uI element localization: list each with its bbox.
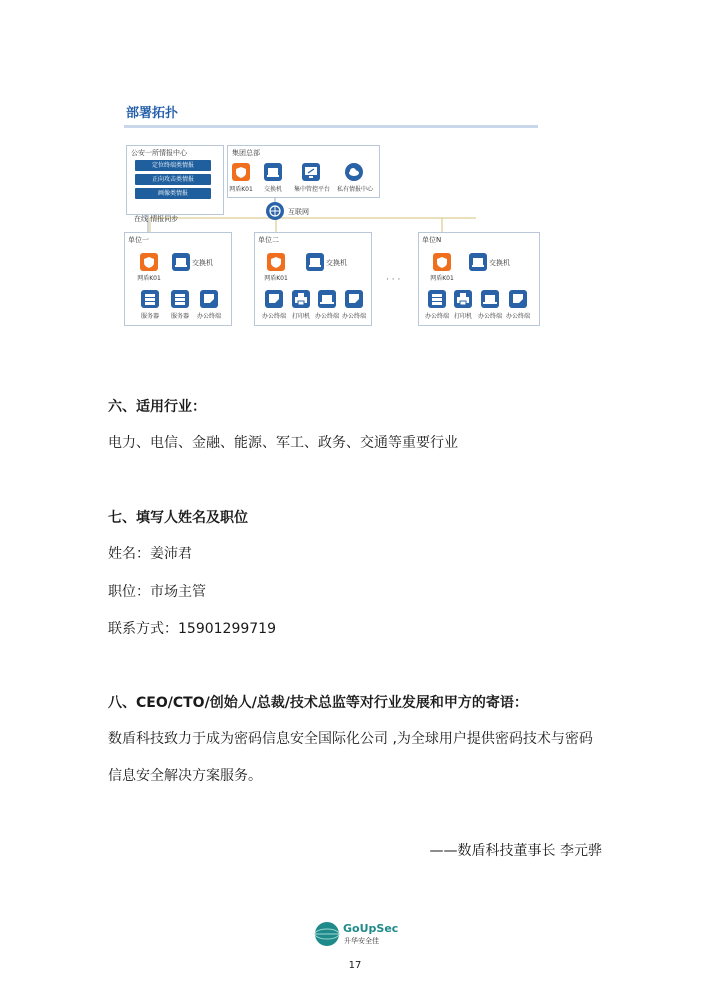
globe-icon xyxy=(266,202,284,220)
intel-item-3: 画像类情报 xyxy=(135,188,211,199)
section-6-text: 电力、电信、金融、能源、军工、政务、交通等重要行业 xyxy=(108,435,458,451)
contact-position: 职位：市场主管 xyxy=(108,584,206,600)
firewall-icon xyxy=(267,253,285,271)
unit2-device-label-3: 办公终端 xyxy=(314,313,339,320)
intel-item-2: 正向攻击类情报 xyxy=(135,174,211,185)
diagram-title: 部署拓扑 xyxy=(126,106,179,121)
globe-logo-icon xyxy=(314,921,340,947)
sync-caption: 在线 情报同步 xyxy=(134,215,179,223)
unit1-device-label-2: 服务器 xyxy=(170,313,189,320)
unitn-device-label-4: 办公终端 xyxy=(505,313,530,320)
unit2-device-label-4: 办公终端 xyxy=(341,313,366,320)
server-icon xyxy=(428,290,446,308)
diagram-connectors xyxy=(0,0,710,400)
hq-node-label-2: 交换机 xyxy=(263,186,282,193)
unitn-device-label-1: 办公终端 xyxy=(424,313,449,320)
unit-gate-label-2: 网盾K01 xyxy=(264,275,288,282)
switch-icon xyxy=(172,253,190,271)
section-8-line-1: 数盾科技致力于成为密码信息安全国际化公司 ,为全球用户提供密码技术与密码 xyxy=(108,731,593,747)
section-8-line-2: 信息安全解决方案服务。 xyxy=(108,768,262,784)
unit-switch-label-1: 交换机 xyxy=(192,259,213,267)
switch-icon xyxy=(306,253,324,271)
terminal-icon xyxy=(509,290,527,308)
monitor-icon xyxy=(302,163,320,181)
unit2-device-label-2: 打印机 xyxy=(291,313,310,320)
unit-gate-label-1: 网盾K01 xyxy=(137,275,161,282)
signature: ——数盾科技董事长 李元骅 xyxy=(429,843,602,859)
public-security-label: 公安一所情报中心 xyxy=(131,149,187,157)
printer-icon xyxy=(454,290,472,308)
unit-label-1: 单位一 xyxy=(128,236,149,244)
hq-node-label-1: 网盾K01 xyxy=(229,186,253,193)
switch-icon xyxy=(264,163,282,181)
firewall-icon xyxy=(232,163,250,181)
unit-switch-label-2: 交换机 xyxy=(326,259,347,267)
unitn-device-label-3: 办公终端 xyxy=(477,313,502,320)
cloud-icon xyxy=(345,163,363,181)
unit-label-n: 单位N xyxy=(422,236,442,244)
firewall-icon xyxy=(140,253,158,271)
unit-label-2: 单位二 xyxy=(258,236,279,244)
laptop-icon xyxy=(481,290,499,308)
section-8-title: 八、CEO/CTO/创始人/总裁/技术总监等对行业发展和甲方的寄语： xyxy=(108,695,528,711)
hq-label: 集团总部 xyxy=(232,149,260,157)
logo-subtext: 升华安全佳 xyxy=(344,937,379,945)
page-number: 17 xyxy=(348,960,362,971)
contact-name: 姓名：姜沛君 xyxy=(108,546,192,562)
printer-icon xyxy=(292,290,310,308)
terminal-icon xyxy=(200,290,218,308)
unit-switch-label-n: 交换机 xyxy=(489,259,510,267)
hq-node-label-3: 集中管控平台 xyxy=(293,186,330,193)
intel-item-1: 定位终端类情报 xyxy=(135,160,211,171)
hq-node-label-4: 私有情报中心 xyxy=(336,186,373,193)
firewall-icon xyxy=(433,253,451,271)
logo-text: GoUpSec xyxy=(343,922,399,935)
switch-icon xyxy=(469,253,487,271)
unit1-device-label-1: 服务器 xyxy=(140,313,159,320)
section-6-title: 六、适用行业： xyxy=(108,399,206,415)
unit2-device-label-1: 办公终端 xyxy=(261,313,286,320)
section-7-title: 七、填写人姓名及职位 xyxy=(108,510,248,526)
terminal-icon xyxy=(345,290,363,308)
server-icon xyxy=(171,290,189,308)
terminal-icon xyxy=(265,290,283,308)
unitn-device-label-2: 打印机 xyxy=(453,313,472,320)
unit-gate-label-n: 网盾K01 xyxy=(430,275,454,282)
server-icon xyxy=(141,290,159,308)
public-security-box xyxy=(126,145,224,215)
unit1-device-label-3: 办公终端 xyxy=(196,313,221,320)
internet-label: 互联网 xyxy=(288,208,309,216)
laptop-icon xyxy=(318,290,336,308)
units-ellipsis: · · · xyxy=(386,275,401,285)
contact-phone: 联系方式：15901299719 xyxy=(108,621,276,637)
